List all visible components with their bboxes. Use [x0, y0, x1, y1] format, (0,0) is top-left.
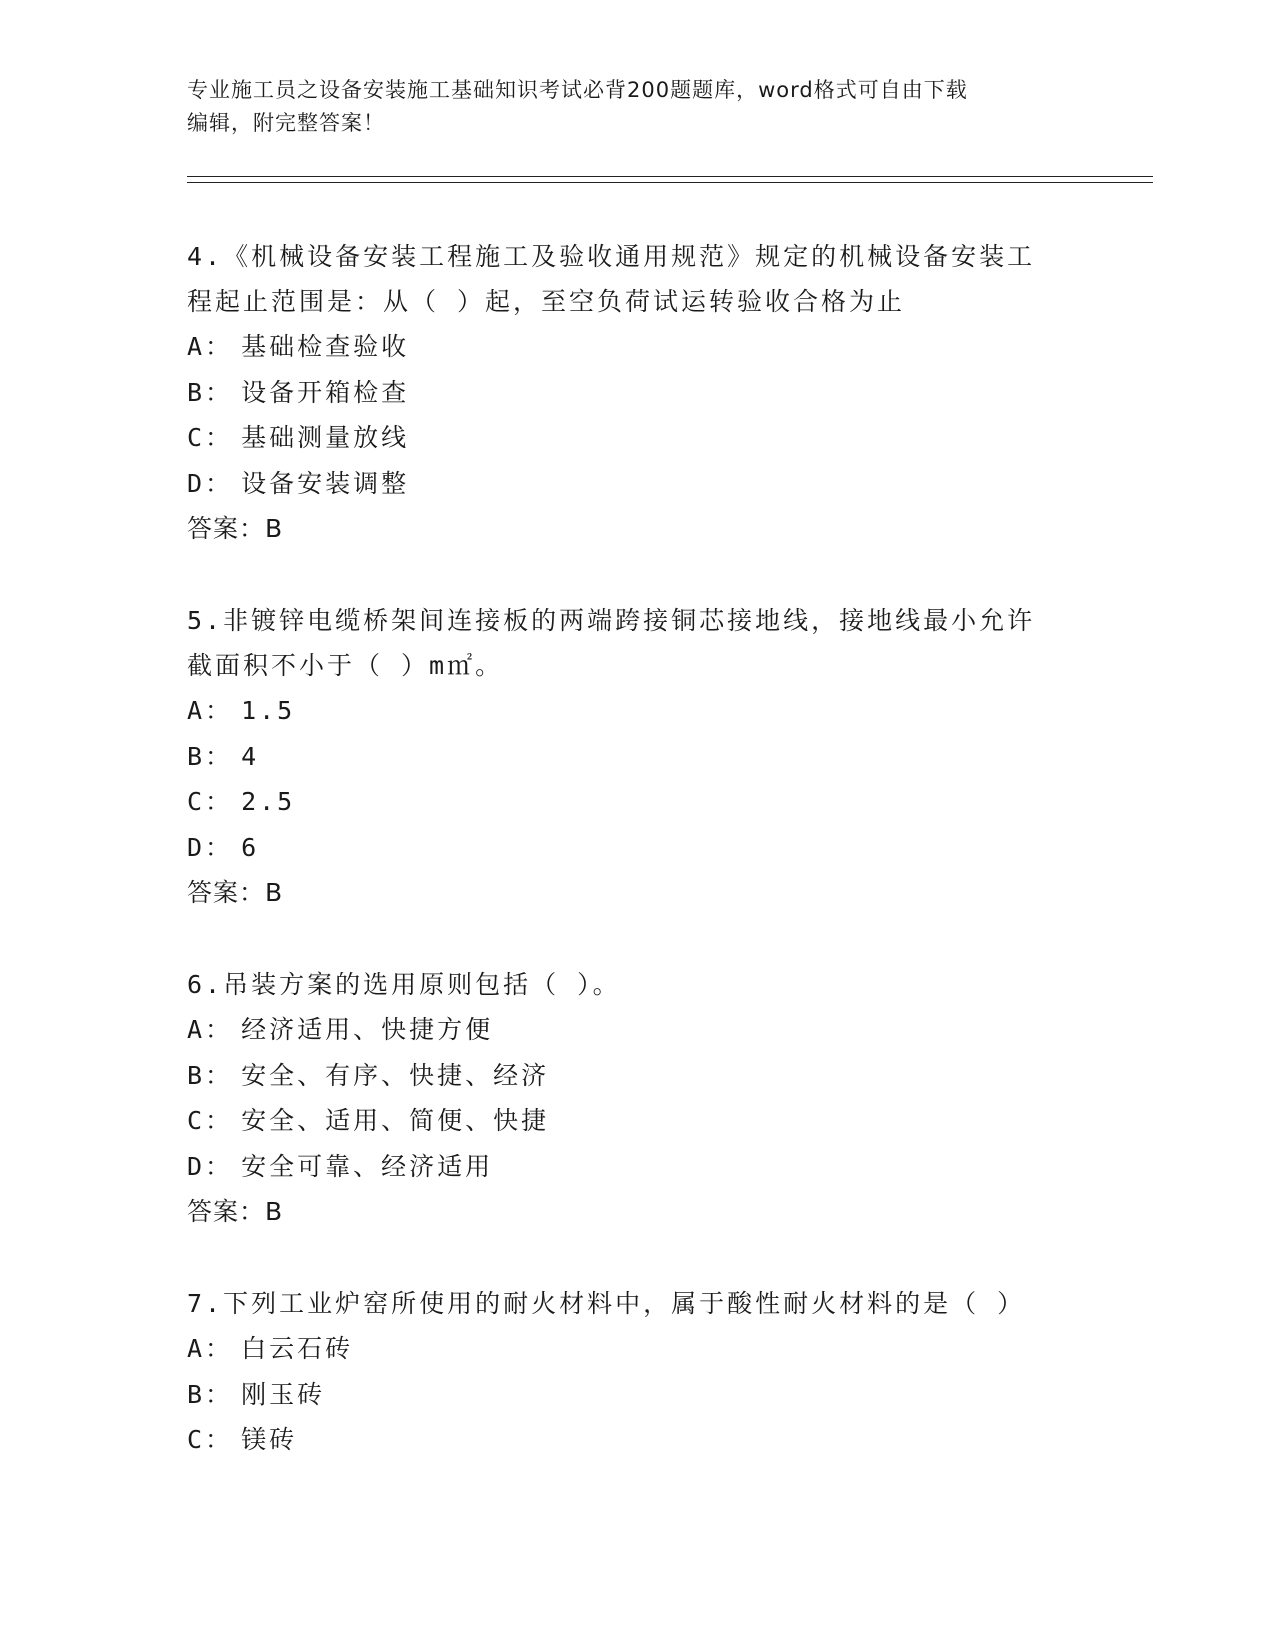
option-text: 镁砖 — [241, 1425, 298, 1454]
question-stem-line-1: 5.非镀锌电缆桥架间连接板的两端跨接铜芯接地线，接地线最小允许 — [187, 606, 1036, 635]
option-text: 1.5 — [241, 696, 296, 725]
option-a — [187, 324, 1087, 370]
option-letter: B： — [187, 1379, 234, 1409]
question-4 — [187, 234, 1087, 551]
option-text: 设备安装调整 — [241, 468, 410, 498]
option-letter: D： — [187, 1151, 234, 1181]
option-letter: B： — [187, 741, 234, 771]
option-c — [187, 1417, 1087, 1463]
question-7 — [187, 1281, 1087, 1463]
answer: 答案：B — [187, 878, 284, 907]
option-letter: A： — [187, 1334, 234, 1363]
option-letter: C： — [187, 1425, 234, 1454]
option-letter: D： — [187, 468, 234, 498]
answer: 答案：B — [187, 514, 284, 543]
option-text: 4 — [241, 741, 260, 771]
option-text: 刚玉砖 — [241, 1379, 326, 1409]
option-letter: A： — [187, 1015, 234, 1044]
header-divider-top — [187, 176, 1153, 177]
question-5 — [187, 598, 1087, 915]
option-letter: A： — [187, 332, 234, 361]
option-text: 安全、适用、简便、快捷 — [241, 1106, 550, 1135]
option-c — [187, 1098, 1087, 1144]
header-title-line-2: 编辑，附完整答案！ — [187, 111, 385, 135]
option-text: 设备开箱检查 — [241, 377, 410, 407]
option-letter: C： — [187, 423, 234, 452]
option-letter: A： — [187, 696, 234, 725]
option-a — [187, 1326, 1087, 1372]
option-letter: D： — [187, 832, 234, 862]
option-d — [187, 461, 1087, 507]
question-stem-line-1: 4.《机械设备安装工程施工及验收通用规范》规定的机械设备安装工 — [187, 242, 1036, 271]
option-text: 安全可靠、经济适用 — [241, 1151, 494, 1181]
option-text: 白云石砖 — [241, 1334, 354, 1363]
document-header — [187, 74, 1087, 140]
question-6 — [187, 962, 1087, 1234]
option-a — [187, 1007, 1087, 1053]
question-stem-line-2: 程起止范围是：从（ ）起，至空负荷试运转验收合格为止 — [187, 287, 906, 316]
option-text: 基础检查验收 — [241, 332, 410, 361]
question-stem-line-2: 截面积不小于（ ）m㎡。 — [187, 651, 504, 680]
option-text: 6 — [241, 832, 260, 862]
header-divider-bottom — [187, 182, 1153, 183]
answer: 答案：B — [187, 1197, 284, 1226]
option-a — [187, 688, 1087, 734]
option-text: 安全、有序、快捷、经济 — [241, 1060, 550, 1090]
question-stem-line-1: 6.吊装方案的选用原则包括（ ）。 — [187, 970, 621, 999]
option-letter: B： — [187, 377, 234, 407]
option-b — [187, 1372, 1087, 1418]
option-b — [187, 370, 1087, 416]
option-b — [187, 1053, 1087, 1099]
option-letter: B： — [187, 1060, 234, 1090]
header-title-line-1: 专业施工员之设备安装施工基础知识考试必背200题题库，word格式可自由下载 — [187, 78, 968, 102]
option-text: 基础测量放线 — [241, 423, 410, 452]
option-text: 经济适用、快捷方便 — [241, 1015, 494, 1044]
option-text: 2.5 — [241, 787, 296, 816]
option-d — [187, 1144, 1087, 1190]
option-c — [187, 415, 1087, 461]
option-c — [187, 779, 1087, 825]
option-d — [187, 825, 1087, 871]
question-stem-line-1: 7.下列工业炉窑所使用的耐火材料中，属于酸性耐火材料的是（ ） — [187, 1289, 1026, 1318]
option-b — [187, 734, 1087, 780]
option-letter: C： — [187, 1106, 234, 1135]
option-letter: C： — [187, 787, 234, 816]
